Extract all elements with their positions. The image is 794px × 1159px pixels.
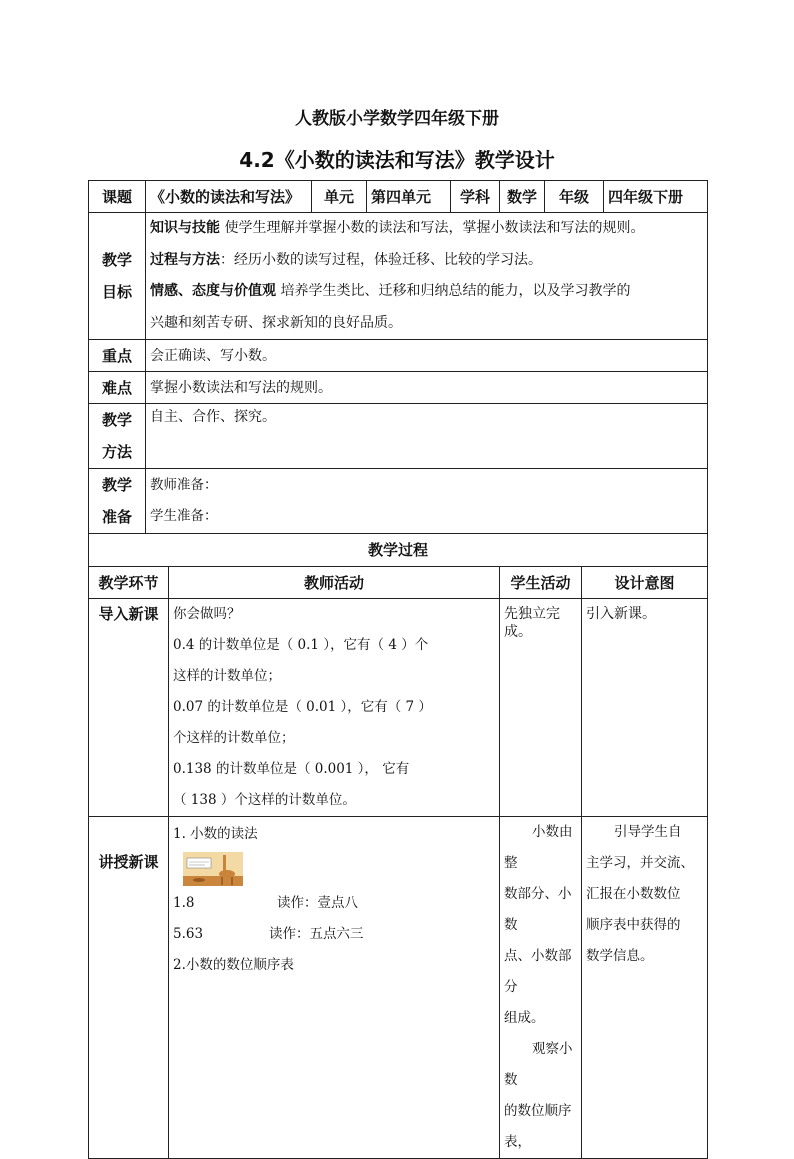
subject-label: 学科	[451, 181, 500, 213]
process-title-row	[89, 534, 708, 567]
grade-label: 年级	[545, 181, 604, 213]
prep-row	[89, 469, 708, 534]
lesson-plan-table	[88, 180, 708, 1159]
goals-row	[89, 213, 708, 340]
intro-line: （ 138 ）个这样的计数单位。	[173, 792, 356, 808]
topic-label: 课题	[89, 181, 146, 213]
intro-student-activity: 先独立完成。	[500, 599, 582, 817]
process-header-row	[89, 567, 708, 599]
process-text: ：经历小数的读写过程，体验迁移、比较的学习法。	[220, 251, 542, 268]
intro-design-intent: 引入新课。	[582, 599, 708, 817]
example-1-number: 1.8	[173, 895, 195, 911]
meta-row	[89, 181, 708, 213]
key-point-label: 重点	[89, 340, 146, 372]
emotion-label: 情感、态度与价值观	[150, 283, 276, 299]
design-intent-header: 设计意图	[582, 567, 708, 599]
unit-label: 单元	[312, 181, 367, 213]
intro-teacher-activity	[169, 599, 500, 817]
process-title: 教学过程	[89, 534, 708, 567]
intro-line: 0.138 的计数单位是（ 0.001 ）， 它有	[173, 761, 410, 777]
key-point-text: 会正确读、写小数。	[146, 340, 708, 372]
intro-line: 这样的计数单位；	[173, 668, 281, 684]
process-label: 过程与方法	[150, 251, 220, 268]
method-label: 教学 方法	[89, 404, 146, 469]
method-text: 自主、合作、探究。	[146, 404, 708, 469]
intro-stage: 导入新课	[89, 599, 169, 817]
emotion-text-2: 兴趣和刻苦专研、探求新知的良好品质。	[150, 314, 402, 331]
teach-row	[89, 817, 708, 1159]
key-point-row	[89, 340, 708, 372]
document-subtitle: 4.2《小数的读法和写法》教学设计	[239, 148, 555, 172]
method-row	[89, 404, 708, 469]
intro-line: 0.07 的计数单位是（ 0.01 ），它有（ 7 ）	[173, 699, 432, 715]
difficulty-text: 掌握小数读法和写法的规则。	[146, 372, 708, 404]
prep-content	[146, 469, 708, 534]
intro-line: 你会做吗？	[173, 606, 241, 622]
difficulty-row	[89, 372, 708, 404]
unit-value: 第四单元	[367, 181, 451, 213]
intro-row	[89, 599, 708, 817]
giraffe-illustration	[183, 852, 243, 886]
student-prep: 学生准备：	[150, 508, 218, 524]
teach-heading: 1. 小数的读法	[173, 826, 258, 842]
example-2-number: 5.63	[173, 926, 204, 942]
teach-stage: 讲授新课	[89, 817, 169, 1159]
subject-value: 数学	[500, 181, 545, 213]
intro-line: 个这样的计数单位；	[173, 730, 295, 746]
goals-content	[146, 213, 708, 340]
stage-header: 教学环节	[89, 567, 169, 599]
example-1-reading: 读作：壹点八	[277, 895, 358, 911]
knowledge-text: 使学生理解并掌握小数的读法和写法，掌握小数读法和写法的规则。	[220, 220, 645, 236]
teach-student-activity: 小数由整 数部分、小数 点、小数部分 组成。 观察小数 的数位顺序表，	[500, 817, 582, 1159]
example-2-reading: 读作：五点六三	[269, 926, 364, 942]
student-activity-header: 学生活动	[500, 567, 582, 599]
difficulty-label: 难点	[89, 372, 146, 404]
teacher-activity-header: 教师活动	[169, 567, 500, 599]
intro-line: 0.4 的计数单位是（ 0.1 ），它有（ 4 ）个	[173, 637, 429, 653]
grade-value: 四年级下册	[604, 181, 708, 213]
teach-heading-2: 2.小数的数位顺序表	[173, 957, 294, 973]
emotion-text: 培养学生类比、迁移和归纳总结的能力，以及学习教学的	[276, 283, 631, 299]
teacher-prep: 教师准备：	[150, 477, 218, 493]
document-title: 人教版小学数学四年级下册	[295, 109, 499, 129]
goals-label: 教学 目标	[89, 213, 146, 340]
teach-design-intent: 引导学生自 主学习，并交流、 汇报在小数数位 顺序表中获得的 数学信息。	[582, 817, 708, 1159]
knowledge-label: 知识与技能	[150, 220, 220, 236]
topic-value: 《小数的读法和写法》	[146, 181, 312, 213]
prep-label: 教学 准备	[89, 469, 146, 534]
teach-teacher-activity	[169, 817, 500, 1159]
